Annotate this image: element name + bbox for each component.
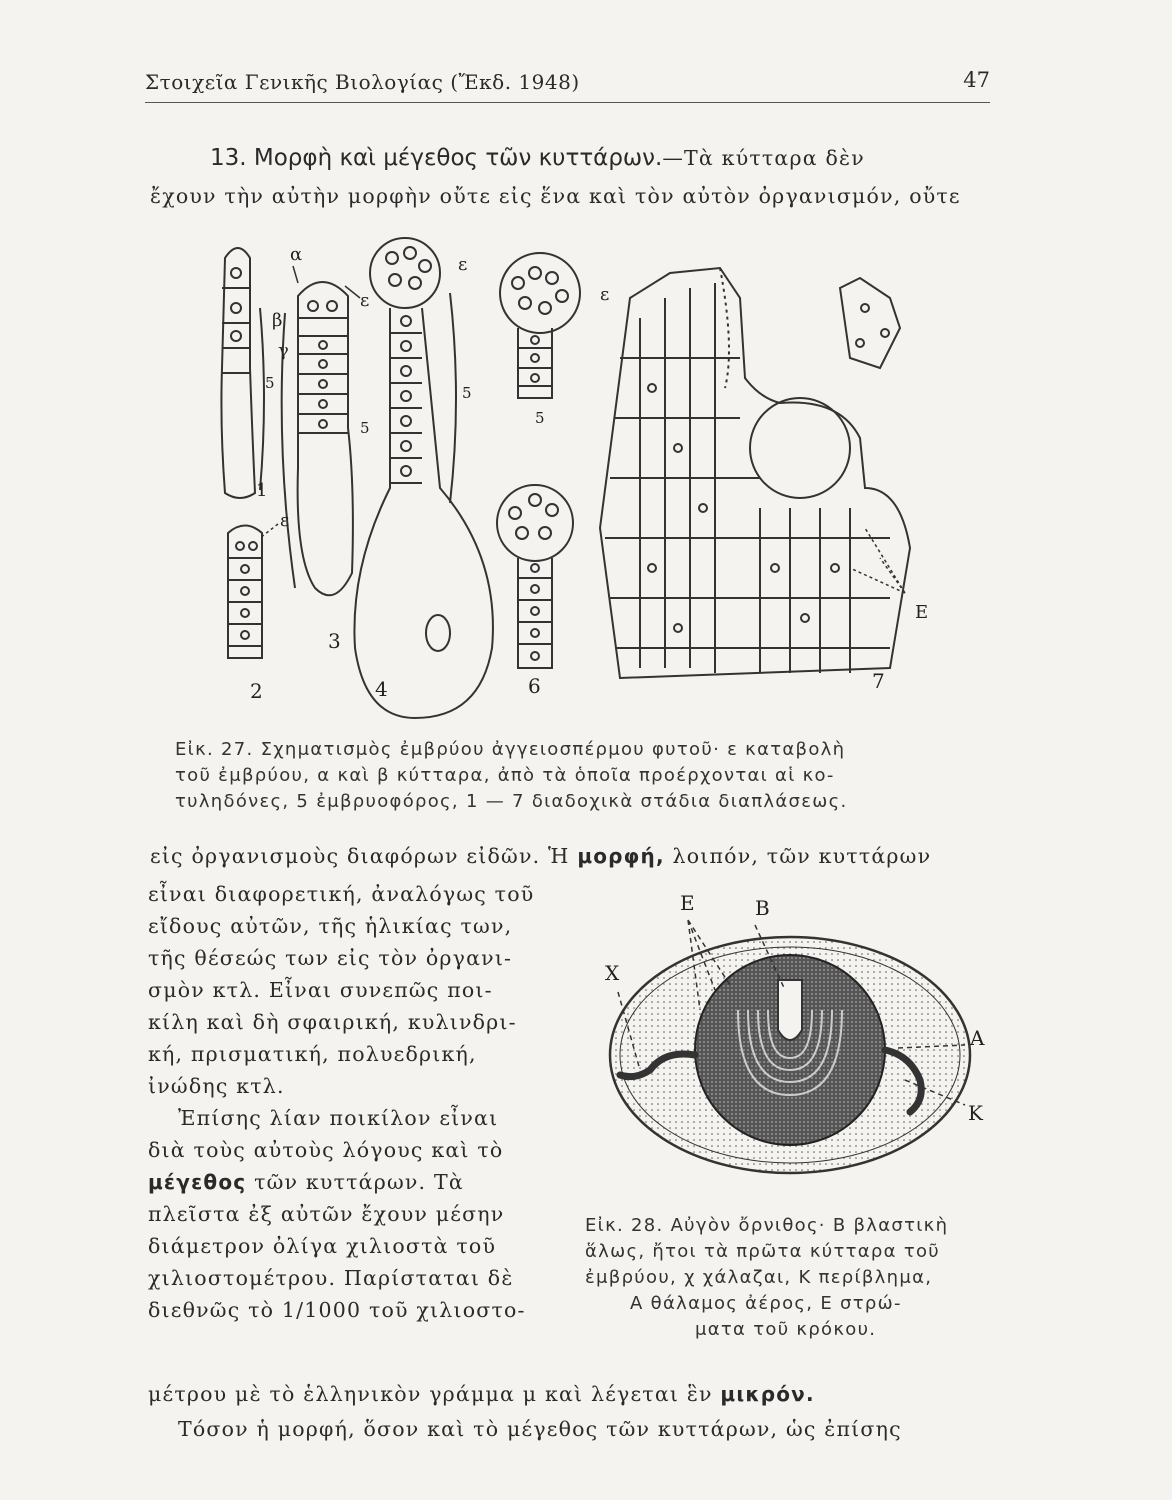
stage-4-drawing: [354, 238, 492, 718]
body-line-last-1: [148, 1378, 815, 1410]
running-header: [145, 66, 990, 103]
body-left-line: διεθνῶς τὸ 1/1000 τοῦ χιλιοστο-: [148, 1298, 526, 1322]
body-keyword-megethos: μέγεθος: [148, 1170, 247, 1194]
fig27-label-suspensor-4: 5: [462, 384, 472, 402]
fig27-label-suspensor-5: 5: [535, 409, 545, 427]
stage-7-drawing: [600, 268, 910, 678]
figure-28-caption-line-2: ἅλως, ἤτοι τὰ πρῶτα κύτταρα τοῦ: [585, 1241, 940, 1262]
body-size-rest: τῶν κυττάρων. Τὰ: [254, 1170, 464, 1194]
body-left-line-size: [148, 1166, 568, 1198]
body-left-line: διάμετρον ὀλίγα χιλιοστὰ τοῦ: [148, 1234, 497, 1258]
body-left-line: Ἐπίσης λίαν ποικίλον εἶναι: [178, 1106, 499, 1130]
body-left-line: εἴδους αὐτῶν, τῆς ἡλικίας των,: [148, 914, 513, 938]
fig27-stage-4-number: 4: [375, 677, 388, 701]
figure-28-egg: [590, 880, 1010, 1190]
fig27-label-gamma: γ: [278, 340, 289, 361]
fig27-stage-2-number: 2: [250, 679, 263, 703]
stage-5-drawing: [500, 253, 580, 398]
body-line-last-2: Τόσον ἡ μορφή, ὅσον καὶ τὸ μέγεθος τῶν κυττάρων, ὡς ἐπίσης: [178, 1417, 902, 1441]
body-left-line: κίλη καὶ δὴ σφαιρική, κυλινδρι-: [148, 1010, 517, 1034]
fig27-label-epsilon-3: ε: [360, 290, 370, 311]
body-left-column: [148, 878, 568, 1326]
body-left-line: κή, πρισματική, πολυεδρική,: [148, 1042, 477, 1066]
section-heading: 13. Μορφὴ καὶ μέγεθος τῶν κυττάρων.: [210, 145, 663, 171]
fig28-label-X: X: [605, 961, 620, 985]
figure-27-embryo-stages: [200, 228, 1000, 733]
body-left-line: τῆς θέσεώς των εἰς τὸν ὀργανι-: [148, 946, 513, 970]
fig27-label-epsilon-7: Ε: [915, 602, 929, 623]
fig27-label-epsilon-4: ε: [458, 254, 468, 275]
body-left-line: σμὸν κτλ. Εἶναι συνεπῶς ποι-: [148, 978, 493, 1002]
body-keyword-morphi: μορφή,: [577, 844, 665, 868]
figure-28-caption-line-4: Α θάλαμος ἀέρος, Ε στρώ-: [630, 1293, 902, 1314]
fig27-stage-7-number: 7: [872, 669, 885, 693]
figure-27-caption-line-2: τοῦ ἐμβρύου, α καὶ β κύτταρα, ἀπὸ τὰ ὁποῖα προέρχονται αἱ κο-: [175, 765, 835, 786]
fig28-label-A: A: [970, 1026, 985, 1050]
figure-28-caption-line-1: Εἰκ. 28. Αὐγὸν ὄρνιθος· Β βλαστικὴ: [585, 1215, 949, 1236]
fig27-label-suspensor-3: 5: [360, 419, 370, 437]
fig28-label-E: E: [680, 891, 695, 915]
fig28-label-K: K: [968, 1101, 983, 1125]
body-line-1-prefix: εἰς ὀργανισμοὺς διαφόρων εἰδῶν. Ἡ: [150, 844, 570, 868]
figure-27-caption-line-3: τυληδόνες, 5 ἐμβρυοφόρος, 1 — 7 διαδοχικὰ στάδια διαπλάσεως.: [175, 791, 848, 812]
body-left-line: διὰ τοὺς αὐτοὺς λόγους καὶ τὸ: [148, 1138, 504, 1162]
fig27-stage-6-number: 6: [528, 674, 541, 698]
stage-6-drawing: [497, 485, 573, 668]
body-left-line: πλεῖστα ἐξ αὐτῶν ἔχουν μέσην: [148, 1202, 505, 1226]
page-number: 47: [963, 68, 990, 92]
running-title: Στοιχεῖα Γενικῆς Βιολογίας (Ἔκδ. 1948): [145, 70, 580, 94]
section-heading-continuation: —Τὰ κύτταρα δὲν: [662, 146, 865, 170]
fig27-label-epsilon-2: ε: [280, 510, 290, 531]
fig27-stage-1-number: 1: [256, 480, 268, 501]
fig27-stage-3-number: 3: [328, 629, 341, 653]
stage-3-drawing: [282, 282, 353, 595]
fig27-label-epsilon-5: ε: [600, 284, 610, 305]
figure-27-caption-line-1: Εἰκ. 27. Σχηματισμὸς ἐμβρύου ἀγγειοσπέρμου φυτοῦ· ε καταβολὴ: [175, 739, 846, 760]
body-left-line: εἶναι διαφορετική, ἀναλόγως τοῦ: [148, 882, 535, 906]
body-left-line: ἰνώδης κτλ.: [148, 1074, 285, 1098]
figure-27-caption: [175, 737, 848, 815]
fig27-label-alpha: α: [290, 244, 303, 265]
stage-1-drawing: [221, 248, 264, 498]
figure-28-caption-line-5: ματα τοῦ κρόκου.: [695, 1319, 877, 1340]
figure-28-caption: [585, 1213, 1015, 1343]
fig27-label-beta: β: [272, 310, 283, 331]
fig28-label-B: B: [755, 896, 770, 920]
body-line-1-suffix: λοιπόν, τῶν κυττάρων: [672, 844, 932, 868]
body-keyword-mikron: μικρόν.: [720, 1382, 815, 1406]
section-line-2: ἔχουν τὴν αὐτὴν μορφὴν οὔτε εἰς ἕνα καὶ τὸν αὐτὸν ὀργανισμόν, οὔτε: [150, 184, 961, 208]
fig27-label-suspensor-1: 5: [265, 374, 275, 392]
section-heading-line: [210, 142, 865, 174]
body-left-line: χιλιοστομέτρου. Παρίσταται δὲ: [148, 1266, 514, 1290]
stage-2-drawing: [228, 526, 262, 659]
body-line-full-1: [150, 840, 931, 872]
figure-28-caption-line-3: ἐμβρύου, χ χάλαζαι, Κ περίβλημα,: [585, 1267, 933, 1288]
body-last-line-prefix: μέτρου μὲ τὸ ἑλληνικὸν γράμμα μ καὶ λέγεται ἓν: [148, 1382, 713, 1406]
